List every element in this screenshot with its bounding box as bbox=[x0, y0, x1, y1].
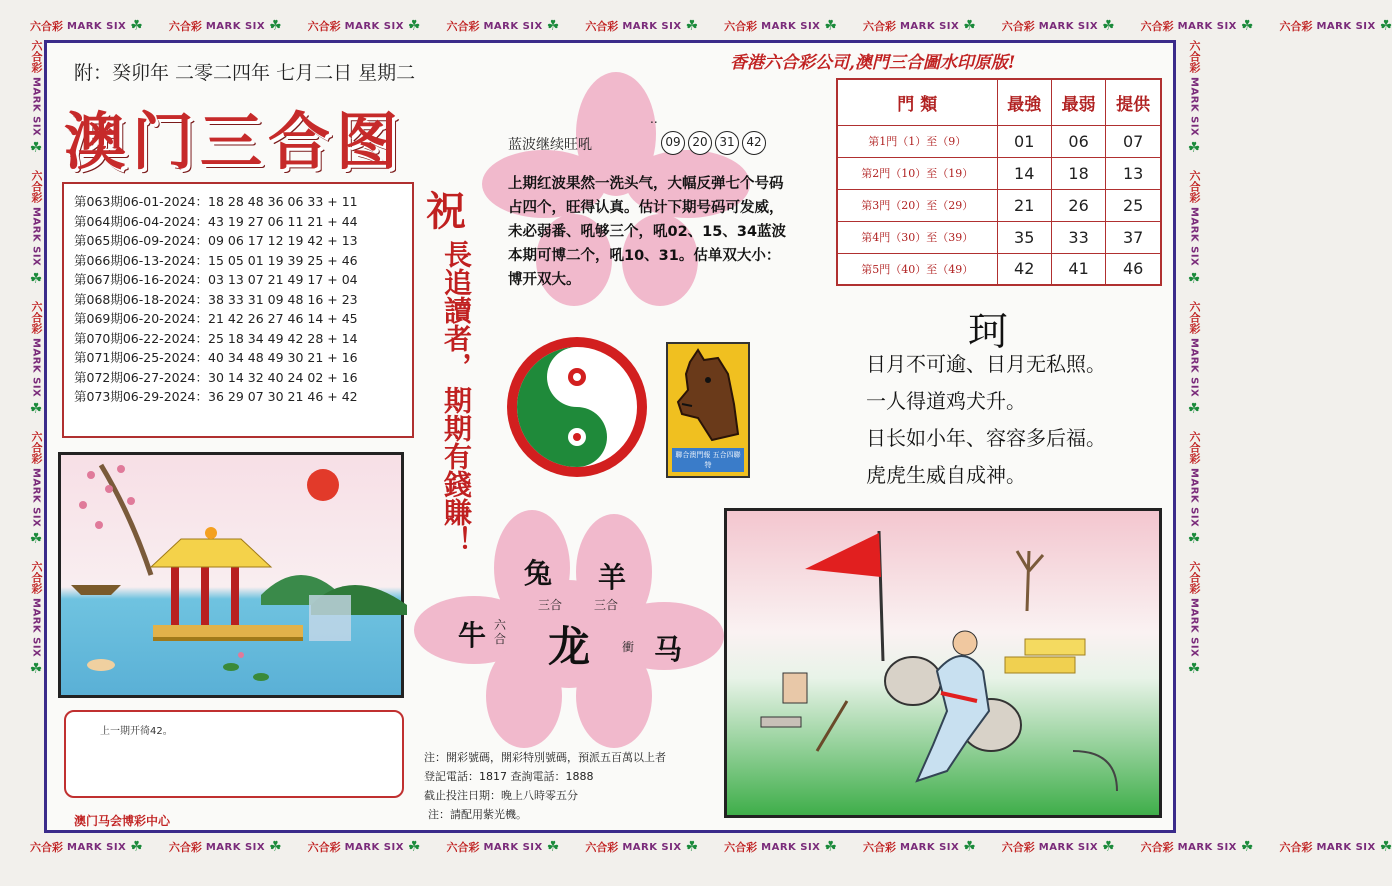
gate-strong: 35 bbox=[997, 221, 1051, 253]
border-brand-en: MARK SIX bbox=[30, 467, 42, 528]
prophecy-text: 上期红波果然一洗头气，大幅反弹七个号码占四个，旺得认真。估计下期号码可发威，未必弱番、吼够三个，吼02、15、34蓝波本期可博二个，吼10、31。估单双大小：博开双大。 bbox=[508, 176, 787, 288]
history-row: 第064期06-04-2024：43 19 27 06 11 21 + 44 bbox=[74, 213, 358, 229]
clover-icon: ☘ bbox=[685, 839, 699, 855]
border-brand-cn: 六合彩 bbox=[1001, 841, 1035, 854]
border-brand-en: MARK SIX bbox=[1188, 207, 1200, 267]
table-row bbox=[837, 157, 1161, 189]
border-brand-en: MARK SIX bbox=[1188, 598, 1200, 658]
border-item bbox=[585, 18, 698, 34]
border-item bbox=[28, 40, 44, 156]
gate-label: 第4門（30）至（39） bbox=[837, 221, 997, 253]
clover-icon: ☘ bbox=[1379, 18, 1392, 34]
border-brand-cn: 六合彩 bbox=[1188, 40, 1201, 73]
border-brand-en: MARK SIX bbox=[1188, 77, 1200, 137]
border-item bbox=[1141, 839, 1254, 855]
border-item bbox=[1186, 40, 1202, 156]
wish-col-1: 長追讀者， bbox=[440, 240, 473, 380]
chong-label: 衝 bbox=[622, 640, 635, 654]
border-item bbox=[1002, 18, 1115, 34]
border-brand-en: MARK SIX bbox=[344, 20, 404, 32]
verse bbox=[866, 346, 1106, 494]
clover-icon: ☘ bbox=[29, 400, 43, 417]
border-item bbox=[863, 18, 976, 34]
border-brand-cn: 六合彩 bbox=[1188, 561, 1201, 595]
history-row: 第072期06-27-2024：30 14 32 40 24 02 + 16 bbox=[74, 369, 358, 385]
horse-head-icon bbox=[668, 344, 748, 448]
border-item bbox=[28, 561, 44, 677]
border-brand-cn: 六合彩 bbox=[862, 841, 896, 854]
border-item bbox=[1186, 561, 1202, 677]
clover-icon: ☘ bbox=[685, 18, 699, 34]
clover-icon: ☘ bbox=[407, 18, 421, 34]
border-brand-cn: 六合彩 bbox=[1140, 841, 1174, 854]
border-brand-cn: 六合彩 bbox=[862, 20, 896, 33]
border-brand-cn: 六合彩 bbox=[307, 20, 341, 33]
zodiac-ox: 牛 bbox=[458, 619, 487, 652]
table-row bbox=[837, 253, 1161, 285]
table-row bbox=[837, 189, 1161, 221]
border-brand-cn: 六合彩 bbox=[1279, 20, 1313, 33]
table-row bbox=[837, 125, 1161, 157]
border-brand-en: MARK SIX bbox=[1188, 337, 1200, 397]
border-brand-cn: 六合彩 bbox=[1140, 20, 1174, 33]
lottery-notes bbox=[424, 748, 666, 824]
border-brand-en: MARK SIX bbox=[483, 841, 543, 853]
border-item bbox=[28, 301, 44, 417]
blue-wave-label: 蓝波继续旺吼 bbox=[508, 137, 592, 153]
clover-icon: ☘ bbox=[29, 531, 43, 548]
dots: .. bbox=[650, 112, 658, 126]
gate-label: 第5門（40）至（49） bbox=[837, 253, 997, 285]
border-brand-en: MARK SIX bbox=[761, 841, 821, 853]
pavilion-scene-image bbox=[58, 452, 404, 698]
border-item bbox=[1186, 301, 1202, 417]
border-item bbox=[1141, 18, 1254, 34]
border-brand-cn: 六合彩 bbox=[585, 841, 619, 854]
border-brand-cn: 六合彩 bbox=[446, 20, 480, 33]
history-row: 第071期06-25-2024：40 34 48 49 30 21 + 16 bbox=[74, 350, 358, 365]
clover-icon: ☘ bbox=[1187, 661, 1201, 678]
note-text: 上一期开徛42。 bbox=[100, 726, 173, 737]
liuhe-label: 六合 bbox=[494, 618, 507, 646]
gate-strong: 14 bbox=[997, 157, 1051, 189]
border-brand-cn: 六合彩 bbox=[168, 841, 202, 854]
border-item bbox=[308, 18, 421, 34]
border-item bbox=[169, 18, 282, 34]
border-brand-cn: 六合彩 bbox=[1279, 841, 1313, 854]
note-line-1: 注：開彩號碼，開彩特別號碼，預派五百萬以上者 bbox=[424, 751, 666, 764]
border-brand-en: MARK SIX bbox=[30, 207, 42, 267]
border-item bbox=[724, 839, 837, 855]
history-row: 第067期06-16-2024：03 13 07 21 49 17 + 04 bbox=[74, 272, 358, 287]
history-row: 第063期06-01-2024：18 28 48 36 06 33 + 11 bbox=[74, 194, 358, 209]
clover-icon: ☘ bbox=[29, 270, 43, 287]
border-item bbox=[28, 431, 44, 547]
gate-offer: 46 bbox=[1106, 253, 1161, 285]
clover-icon: ☘ bbox=[1102, 839, 1115, 855]
border-brand-en: MARK SIX bbox=[1188, 467, 1200, 528]
border-item bbox=[1186, 170, 1202, 286]
zodiac-goat: 羊 bbox=[598, 561, 627, 594]
horse-card bbox=[666, 342, 750, 478]
gate-weak: 26 bbox=[1051, 189, 1105, 221]
verse-line-1: 日月不可逾、日月无私照。 bbox=[866, 352, 1106, 376]
border-item bbox=[585, 839, 698, 855]
gate-weak: 41 bbox=[1051, 253, 1105, 285]
history-row: 第073期06-29-2024：36 29 07 30 21 46 + 42 bbox=[74, 389, 358, 404]
note-line-4: 注：請配用紫光機。 bbox=[428, 808, 527, 821]
border-item bbox=[1279, 839, 1392, 855]
border-brand-cn: 六合彩 bbox=[585, 20, 619, 33]
note-box bbox=[64, 710, 404, 798]
history-row: 第069期06-20-2024：21 42 26 27 46 14 + 45 bbox=[74, 311, 358, 326]
border-brand-en: MARK SIX bbox=[761, 20, 821, 32]
border-item bbox=[446, 18, 559, 34]
gate-offer: 37 bbox=[1106, 221, 1161, 253]
border-brand-cn: 六合彩 bbox=[30, 841, 63, 854]
verse-title: 珂 bbox=[968, 309, 1008, 355]
page-title: 澳门三合图 bbox=[64, 105, 405, 178]
border-item bbox=[1002, 839, 1115, 855]
clover-icon: ☘ bbox=[1240, 839, 1254, 855]
gate-label: 第2門（10）至（19） bbox=[837, 157, 997, 189]
gate-weak: 33 bbox=[1051, 221, 1105, 253]
gate-weak: 18 bbox=[1051, 157, 1105, 189]
border-brand-en: MARK SIX bbox=[30, 598, 42, 658]
verse-line-2: 一人得道鸡犬升。 bbox=[866, 389, 1026, 413]
wish-char: 祝 bbox=[426, 188, 466, 235]
clover-icon: ☘ bbox=[1187, 531, 1201, 548]
warrior-scene-image bbox=[724, 508, 1162, 818]
clover-icon: ☘ bbox=[963, 18, 976, 34]
clover-icon: ☘ bbox=[1187, 270, 1201, 287]
clover-icon: ☘ bbox=[546, 839, 560, 855]
history-row: 第070期06-22-2024：25 18 34 49 42 28 + 14 bbox=[74, 330, 358, 346]
clover-icon: ☘ bbox=[269, 18, 282, 34]
border-brand-en: MARK SIX bbox=[67, 841, 127, 853]
border-brand-en: MARK SIX bbox=[67, 20, 127, 32]
history-row: 第065期06-09-2024：09 06 17 12 19 42 + 13 bbox=[74, 233, 358, 248]
border-brand-en: MARK SIX bbox=[205, 841, 266, 853]
clover-icon: ☘ bbox=[546, 18, 560, 34]
border-brand-en: MARK SIX bbox=[1316, 20, 1376, 32]
border-brand-en: MARK SIX bbox=[1038, 841, 1099, 853]
border-item bbox=[169, 839, 282, 855]
note-line-3: 截止投注日期：晚上八時零五分 bbox=[424, 789, 578, 802]
border-item bbox=[30, 18, 143, 34]
border-brand-en: MARK SIX bbox=[30, 337, 42, 397]
pavilion-illustration bbox=[61, 455, 407, 701]
verse-line-3: 日长如小年、容容多后福。 bbox=[866, 426, 1106, 450]
clover-icon: ☘ bbox=[29, 140, 43, 157]
border-brand-en: MARK SIX bbox=[30, 77, 42, 137]
company-banner: 香港六合彩公司,澳門三合圖水印原版! bbox=[730, 53, 1016, 73]
gate-strong: 21 bbox=[997, 189, 1051, 221]
sanhe-right: 三合 bbox=[594, 598, 619, 612]
border-item bbox=[30, 839, 143, 855]
border-item bbox=[308, 839, 421, 855]
clover-icon: ☘ bbox=[1187, 400, 1201, 417]
zodiac-horse: 马 bbox=[654, 633, 683, 666]
clover-icon: ☘ bbox=[1102, 18, 1115, 34]
yinyang-icon bbox=[504, 334, 650, 480]
border-brand-cn: 六合彩 bbox=[30, 300, 43, 334]
clover-icon: ☘ bbox=[1240, 18, 1254, 34]
gate-offer: 25 bbox=[1106, 189, 1161, 221]
date-line: 附：癸卯年 二零二四年 七月二日 星期二 bbox=[74, 62, 416, 84]
border-item bbox=[28, 170, 44, 286]
border-brand-cn: 六合彩 bbox=[1188, 430, 1201, 464]
clover-icon: ☘ bbox=[130, 839, 143, 855]
clover-icon: ☘ bbox=[130, 18, 143, 34]
clover-icon: ☘ bbox=[269, 839, 282, 855]
history-list bbox=[62, 182, 414, 438]
gate-label: 第3門（20）至（29） bbox=[837, 189, 997, 221]
clover-icon: ☘ bbox=[407, 839, 421, 855]
clover-icon: ☘ bbox=[29, 661, 43, 678]
blue-balls bbox=[658, 131, 766, 155]
border-brand-cn: 六合彩 bbox=[30, 430, 43, 464]
border-brand-en: MARK SIX bbox=[622, 20, 682, 32]
border-brand-cn: 六合彩 bbox=[307, 841, 341, 854]
gates-header-strong: 最強 bbox=[997, 79, 1051, 125]
border-brand-cn: 六合彩 bbox=[1188, 300, 1201, 334]
gates-table bbox=[836, 78, 1162, 286]
zodiac-dragon: 龙 bbox=[548, 622, 591, 671]
border-brand-en: MARK SIX bbox=[1177, 841, 1237, 853]
border-brand-cn: 六合彩 bbox=[168, 20, 202, 33]
border-bottom bbox=[0, 833, 1392, 861]
gate-label: 第1門（1）至（9） bbox=[837, 125, 997, 157]
center-name: 澳门马会博彩中心 bbox=[74, 814, 171, 828]
wish-col-2: 期期有錢賺！ bbox=[440, 386, 473, 554]
number-ball: 09 bbox=[661, 131, 685, 155]
border-brand-en: MARK SIX bbox=[483, 20, 543, 32]
clover-icon: ☘ bbox=[963, 839, 976, 855]
border-brand-cn: 六合彩 bbox=[724, 841, 758, 854]
border-top bbox=[0, 12, 1392, 40]
sanhe-left: 三合 bbox=[538, 598, 563, 612]
border-brand-cn: 六合彩 bbox=[1188, 170, 1201, 204]
border-brand-cn: 六合彩 bbox=[724, 20, 758, 33]
border-brand-cn: 六合彩 bbox=[30, 561, 43, 595]
border-brand-cn: 六合彩 bbox=[446, 841, 480, 854]
border-brand-en: MARK SIX bbox=[1316, 841, 1376, 853]
border-brand-en: MARK SIX bbox=[205, 20, 266, 32]
gate-weak: 06 bbox=[1051, 125, 1105, 157]
border-brand-en: MARK SIX bbox=[899, 841, 960, 853]
clover-icon: ☘ bbox=[824, 18, 837, 34]
border-brand-cn: 六合彩 bbox=[30, 20, 63, 33]
border-brand-en: MARK SIX bbox=[1177, 20, 1237, 32]
gates-header-category: 門 類 bbox=[837, 79, 997, 125]
border-item bbox=[446, 839, 559, 855]
clover-icon: ☘ bbox=[1379, 839, 1392, 855]
number-ball: 31 bbox=[715, 131, 739, 155]
border-brand-en: MARK SIX bbox=[344, 841, 404, 853]
clover-icon: ☘ bbox=[824, 839, 837, 855]
gate-strong: 01 bbox=[997, 125, 1051, 157]
border-brand-en: MARK SIX bbox=[899, 20, 960, 32]
table-row bbox=[837, 221, 1161, 253]
gate-offer: 13 bbox=[1106, 157, 1161, 189]
zodiac-rabbit: 兔 bbox=[524, 557, 553, 590]
note-line-2: 登記電話：1817 查詢電話：1888 bbox=[424, 770, 594, 783]
border-item bbox=[863, 839, 976, 855]
gate-offer: 07 bbox=[1106, 125, 1161, 157]
border-brand-en: MARK SIX bbox=[622, 841, 682, 853]
border-brand-cn: 六合彩 bbox=[1001, 20, 1035, 33]
gate-strong: 42 bbox=[997, 253, 1051, 285]
gates-header-offer: 提供 bbox=[1106, 79, 1161, 125]
history-row: 第068期06-18-2024：38 33 31 09 48 16 + 23 bbox=[74, 291, 358, 307]
border-item bbox=[1186, 431, 1202, 547]
verse-line-4: 虎虎生威自成神。 bbox=[866, 463, 1026, 487]
border-right bbox=[1180, 40, 1208, 830]
border-brand-en: MARK SIX bbox=[1038, 20, 1099, 32]
history-row: 第066期06-13-2024：15 05 01 19 39 25 + 46 bbox=[74, 252, 358, 268]
horse-caption: 聯合澳門報 五合四聯特 bbox=[672, 448, 744, 472]
gates-header-row bbox=[837, 79, 1161, 125]
border-item bbox=[724, 18, 837, 34]
number-ball: 42 bbox=[742, 131, 766, 155]
warrior-illustration bbox=[727, 511, 1165, 821]
clover-icon: ☘ bbox=[1187, 140, 1201, 157]
border-item bbox=[1279, 18, 1392, 34]
gates-header-weak: 最弱 bbox=[1051, 79, 1105, 125]
number-ball: 20 bbox=[688, 131, 712, 155]
border-brand-cn: 六合彩 bbox=[30, 40, 43, 73]
border-brand-cn: 六合彩 bbox=[30, 170, 43, 204]
